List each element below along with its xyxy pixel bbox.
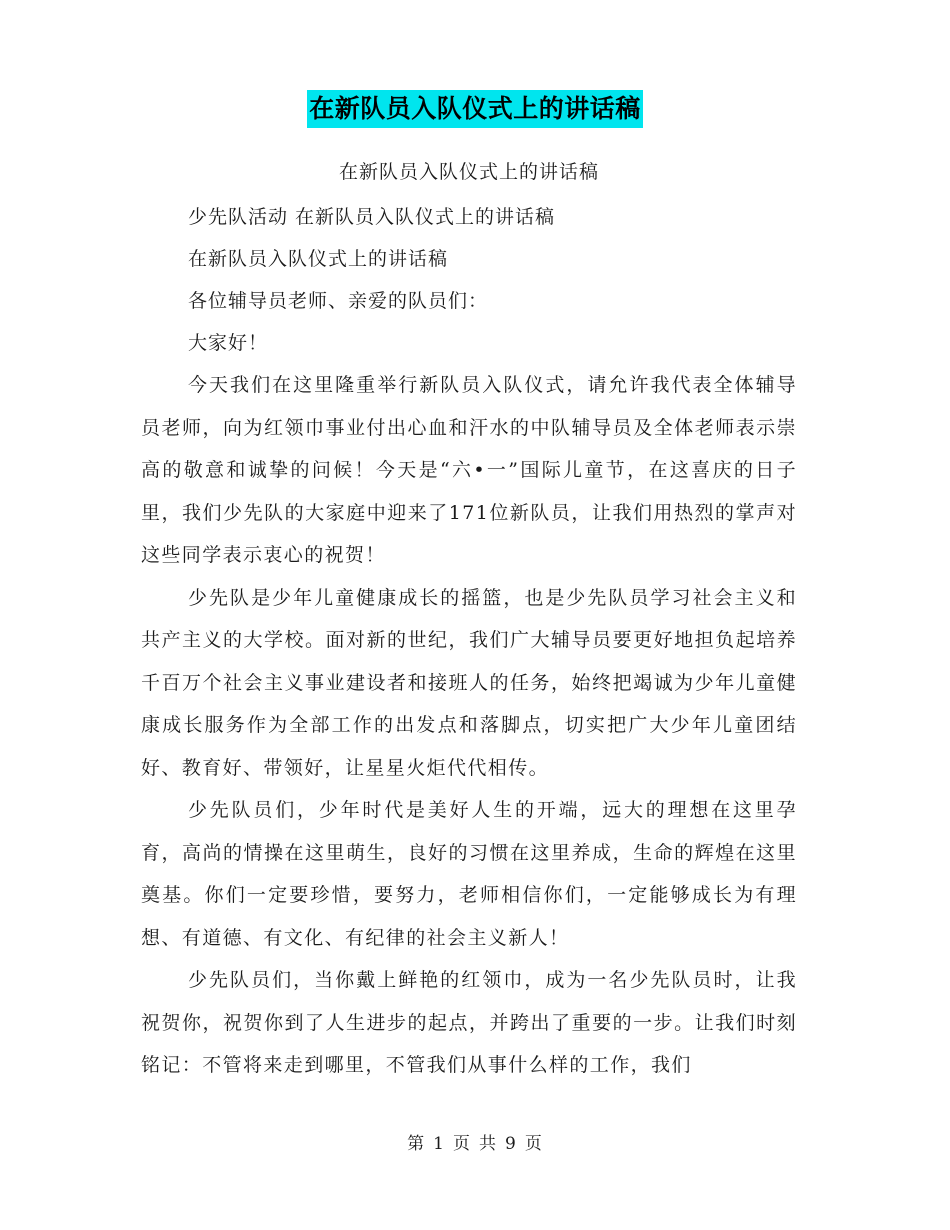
page-footer	[0, 1130, 950, 1158]
footer-total-pages: 9	[505, 1134, 517, 1154]
greeting: 大家好！	[188, 332, 269, 354]
header	[0, 90, 950, 128]
paragraph-1: 今天我们在这里隆重举行新队员入队仪式，请允许我代表全体辅导员老师，向为红领巾事业付出心血和汗水的中队辅导员及全体老师表示崇高的敬意和诚挚的问候！今天是“六•一”国际儿童节，在这喜庆的日子里，我们少先队的大家庭中迎来了171位新队员，让我们用热烈的掌声对这些同学表示衷心的祝贺！	[141, 374, 797, 566]
document-body	[141, 154, 797, 1087]
page-title: 在新队员入队仪式上的讲话稿	[307, 90, 643, 128]
salutation: 各位辅导员老师、亲爱的队员们：	[188, 290, 489, 312]
footer-suffix: 页	[524, 1134, 543, 1154]
document-subtitle: 在新队员入队仪式上的讲话稿	[338, 161, 599, 183]
footer-total-word: 共	[479, 1134, 497, 1154]
footer-prefix: 第	[407, 1134, 426, 1154]
title-line: 在新队员入队仪式上的讲话稿	[188, 248, 449, 270]
category-line: 少先队活动 在新队员入队仪式上的讲话稿	[188, 206, 556, 228]
paragraph-3: 少先队员们，少年时代是美好人生的开端，远大的理想在这里孕育，高尚的情操在这里萌生，良好的习惯在这里养成，生命的辉煌在这里奠基。你们一定要珍惜，要努力，老师相信你们，一定能够成长为有理想、有道德、有文化、有纪律的社会主义新人！	[141, 799, 797, 949]
footer-current-page: 1	[433, 1134, 445, 1154]
footer-page-word: 页	[453, 1134, 471, 1154]
paragraph-2: 少先队是少年儿童健康成长的摇篮，也是少先队员学习社会主义和共产主义的大学校。面对新的世纪，我们广大辅导员要更好地担负起培养千百万个社会主义事业建设者和接班人的任务，始终把竭诚为少年儿童健康成长服务作为全部工作的出发点和落脚点，切实把广大少年儿童团结好、教育好、带领好，让星星火炬代代相传。	[141, 586, 797, 779]
paragraph-4: 少先队员们，当你戴上鲜艳的红领巾，成为一名少先队员时，让我祝贺你，祝贺你到了人生进步的起点，并跨出了重要的一步。让我们时刻铭记：不管将来走到哪里，不管我们从事什么样的工作，我们	[141, 969, 797, 1076]
